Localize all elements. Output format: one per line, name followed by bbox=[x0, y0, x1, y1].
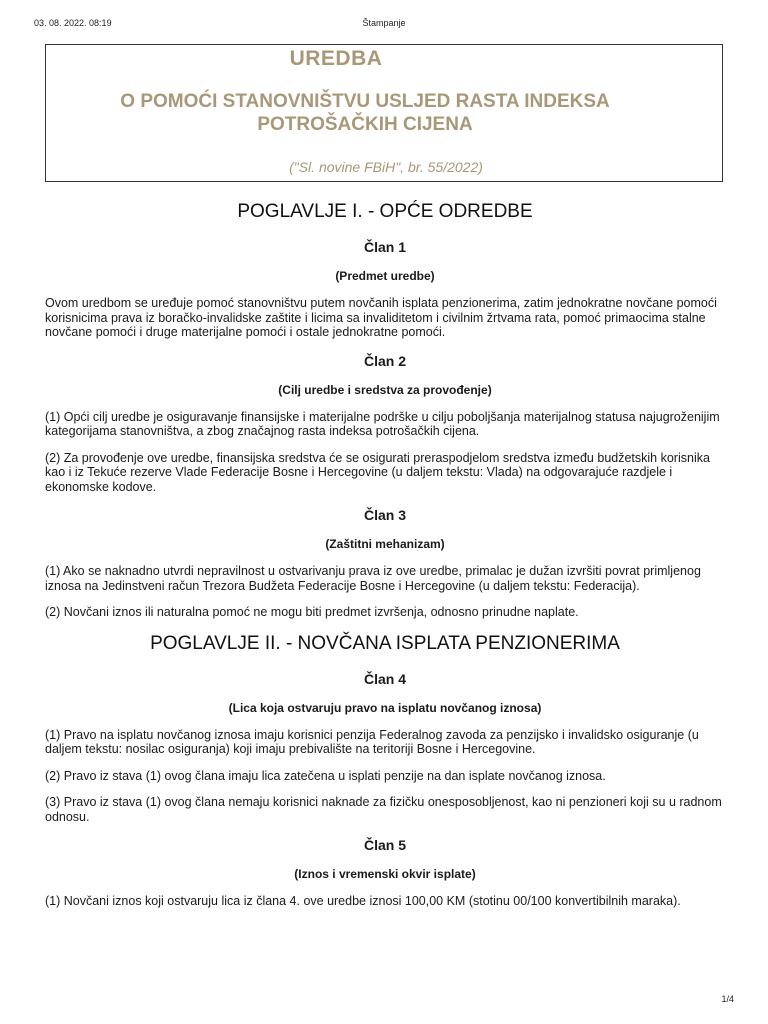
chapter-heading: POGLAVLJE I. - OPĆE ODREDBE bbox=[237, 201, 533, 222]
article-number: Član 3 bbox=[363, 507, 406, 523]
article-title: (Predmet uredbe) bbox=[335, 269, 435, 283]
document-title-box bbox=[45, 44, 723, 182]
document-type: UREDBA bbox=[289, 47, 383, 70]
article-title: (Cilj uredbe i sredstva za provođenje) bbox=[278, 382, 492, 397]
article-paragraph: (1) Ako se naknadno utvrdi nepravilnost u ostvarivanju prava iz ove uredbe, primalac je dužan izvršiti povrat primljenog iznosa na Jedinstveni račun Trezora Budžeta Federacije Bosne i Hercegovine (u daljem tekstu: Federacija). bbox=[45, 564, 701, 593]
article-paragraph: (2) Za provođenje ove uredbe, finansijska sredstva će se osigurati preraspodjelom sredstva između budžetskih korisnika kao i iz Tekuće rezerve Vlade Federacije Bosne i Hercegovine (u daljem tekstu: Vlada) na odgovarajuće razdjele i ekonomske kodove. bbox=[45, 450, 710, 494]
document-source: ("Sl. novine FBiH", br. 55/2022) bbox=[289, 159, 483, 175]
document-subject-line-2: POTROŠAČKIH CIJENA bbox=[257, 114, 473, 135]
article-number: Član 5 bbox=[363, 837, 406, 853]
article-number: Član 1 bbox=[363, 239, 406, 255]
article-paragraph: (2) Pravo iz stava (1) ovog člana imaju lica zatečena u isplati penzije na dan isplate novčanog iznosa. bbox=[45, 768, 606, 783]
print-header bbox=[34, 18, 734, 30]
document-body bbox=[45, 200, 725, 921]
document-subject-line-1: O POMOĆI STANOVNIŠTVU USLJED RASTA INDEKSA bbox=[120, 91, 610, 112]
article-title: (Lica koja ostvaruju pravo na isplatu novčanog iznosa) bbox=[228, 700, 542, 715]
article-paragraph: Ovom uredbom se uređuje pomoć stanovništvu putem novčanih isplata penzionerima, zatim jednokratne novčane pomoći korisnicima prava iz boračko-invalidske zaštite i licima sa invaliditetom i civilnim žrtvama rata, pomoć primaocima stalne novčane pomoći i druge materijalne pomoći i ostale jednokratne pomoći. bbox=[45, 296, 717, 339]
article-paragraph: (1) Opći cilj uredbe je osiguravanje finansijske i materijalne podrške u cilju poboljšanja materijalnog statusa najugroženijim kategorijama stanovništva, a zbog značajnog rasta indeksa potrošačkih cijena. bbox=[45, 409, 720, 438]
print-page-title: Štampanje bbox=[362, 18, 406, 28]
chapter-heading: POGLAVLJE II. - NOVČANA ISPLATA PENZIONERIMA bbox=[150, 632, 620, 654]
article-title: (Iznos i vremenski okvir isplate) bbox=[294, 867, 476, 881]
document-subject bbox=[1, 90, 729, 136]
article-paragraph: (1) Novčani iznos koji ostvaruju lica iz člana 4. ove uredbe iznosi 100,00 KM (stotinu 00/100 konvertibilnih maraka). bbox=[45, 894, 681, 908]
page-number: 1/4 bbox=[721, 994, 734, 1004]
article-title: (Zaštitni mehanizam) bbox=[325, 537, 445, 551]
article-number: Član 2 bbox=[363, 352, 406, 369]
article-paragraph: (2) Novčani iznos ili naturalna pomoć ne mogu biti predmet izvršenja, odnosno prinudne naplate. bbox=[45, 605, 579, 619]
article-paragraph: (3) Pravo iz stava (1) ovog člana nemaju korisnici naknade za fizičku onesposobljenost, kao ni penzioneri koji su u radnom odnosu. bbox=[45, 795, 722, 824]
print-datetime: 03. 08. 2022. 08:19 bbox=[34, 18, 112, 28]
article-paragraph: (1) Pravo na isplatu novčanog iznosa imaju korisnici penzija Federalnog zavoda za penzijsko i invalidsko osiguranje (u daljem tekstu: nosilac osiguranja) koji imaju prebivalište na teritoriji Bosne i Hercegovine. bbox=[45, 727, 699, 756]
article-number: Član 4 bbox=[363, 670, 406, 687]
